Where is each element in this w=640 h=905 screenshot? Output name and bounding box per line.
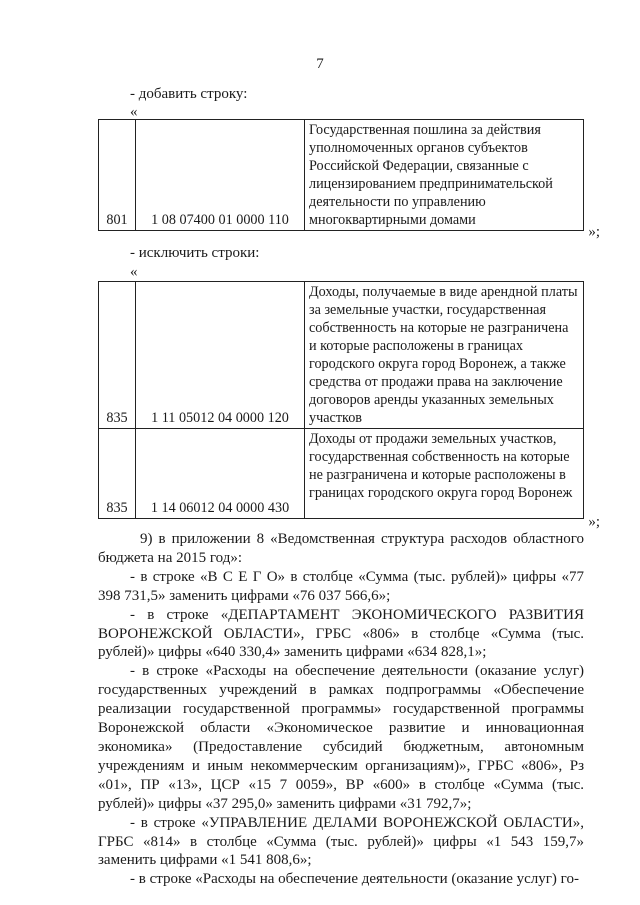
paragraph-total-row: - в строке «В С Е Г О» в столбце «Сумма (тыс. рублей)» цифры «77 398 731,5» заменить цифрами «76 037 566,6»; [98,568,584,604]
paragraph-expenses-continued: - в строке «Расходы на обеспечение деятельности (оказание услуг) го- [130,871,579,888]
table-row [99,120,584,231]
close-quote: »; [588,224,600,240]
close-quote: »; [588,514,600,530]
table-row [99,429,584,519]
add-row-caption: - добавить строку: [130,86,248,102]
open-quote: « [130,264,138,280]
table-row [99,282,584,429]
grbs-code-cell: 835 [99,282,136,429]
page-number: 7 [316,56,324,72]
description-cell: Государственная пошлина за действия уполномоченных органов субъектов Российской Федерации, связанные с лицензированием предпринимательской деятельности по управлению многоквартирными домами [305,120,584,231]
exclude-rows-caption: - исключить строки: [130,245,260,261]
added-rows-table [98,119,584,231]
grbs-code-cell: 835 [99,429,136,519]
grbs-code-cell: 801 [99,120,136,231]
paragraph-appendix-8: 9) в приложении 8 «Ведомственная структура расходов областного бюджета на 2015 год»: [98,531,584,566]
paragraph-institution-expenses: - в строке «Расходы на обеспечение деятельности (оказание услуг) государственных учреждений в рамках подпрограммы «Обеспечение реализации государственной программы» государственной программы Воронежской области «Экономическое развитие и инновационная экономика» (Предоставление субсидий бюджетным, автономным учреждениям и иным некоммерческим организациям)», ГРБС «806», Рз «01», ПР «13», ЦСР «15 7 0059», ВР «600» в столбце «Сумма (тыс. рублей)» цифры «37 295,0» заменить цифрами «31 792,7»; [98,663,584,812]
kbk-code-cell: 1 08 07400 01 0000 110 [136,120,305,231]
description-cell: Доходы, получаемые в виде арендной платы за земельные участки, государственная собственность на которые не разграничена и которые расположены в границах городского округа город Воронеж, а также средства от продажи права на заключение договоров аренды указанных земельных участков [305,282,584,429]
kbk-code-cell: 1 14 06012 04 0000 430 [136,429,305,519]
open-quote: « [130,104,138,120]
amendment-text [98,530,584,889]
kbk-code-cell: 1 11 05012 04 0000 120 [136,282,305,429]
paragraph-economic-dept: - в строке «ДЕПАРТАМЕНТ ЭКОНОМИЧЕСКОГО РАЗВИТИЯ ВОРОНЕЖСКОЙ ОБЛАСТИ», ГРБС «806» в столбце «Сумма (тыс. рублей)» цифры «640 330,4» заменить цифрами «634 828,1»; [98,606,584,661]
paragraph-affairs-admin: - в строке «УПРАВЛЕНИЕ ДЕЛАМИ ВОРОНЕЖСКОЙ ОБЛАСТИ», ГРБС «814» в столбце «Сумма (тыс. рублей)» цифры «1 543 159,7» заменить цифрами «1 541 808,6»; [98,814,584,869]
description-cell: Доходы от продажи земельных участков, государственная собственность на которые не разграничена и которые расположены в границах городского округа город Воронеж [305,429,584,519]
excluded-rows-table [98,281,584,519]
